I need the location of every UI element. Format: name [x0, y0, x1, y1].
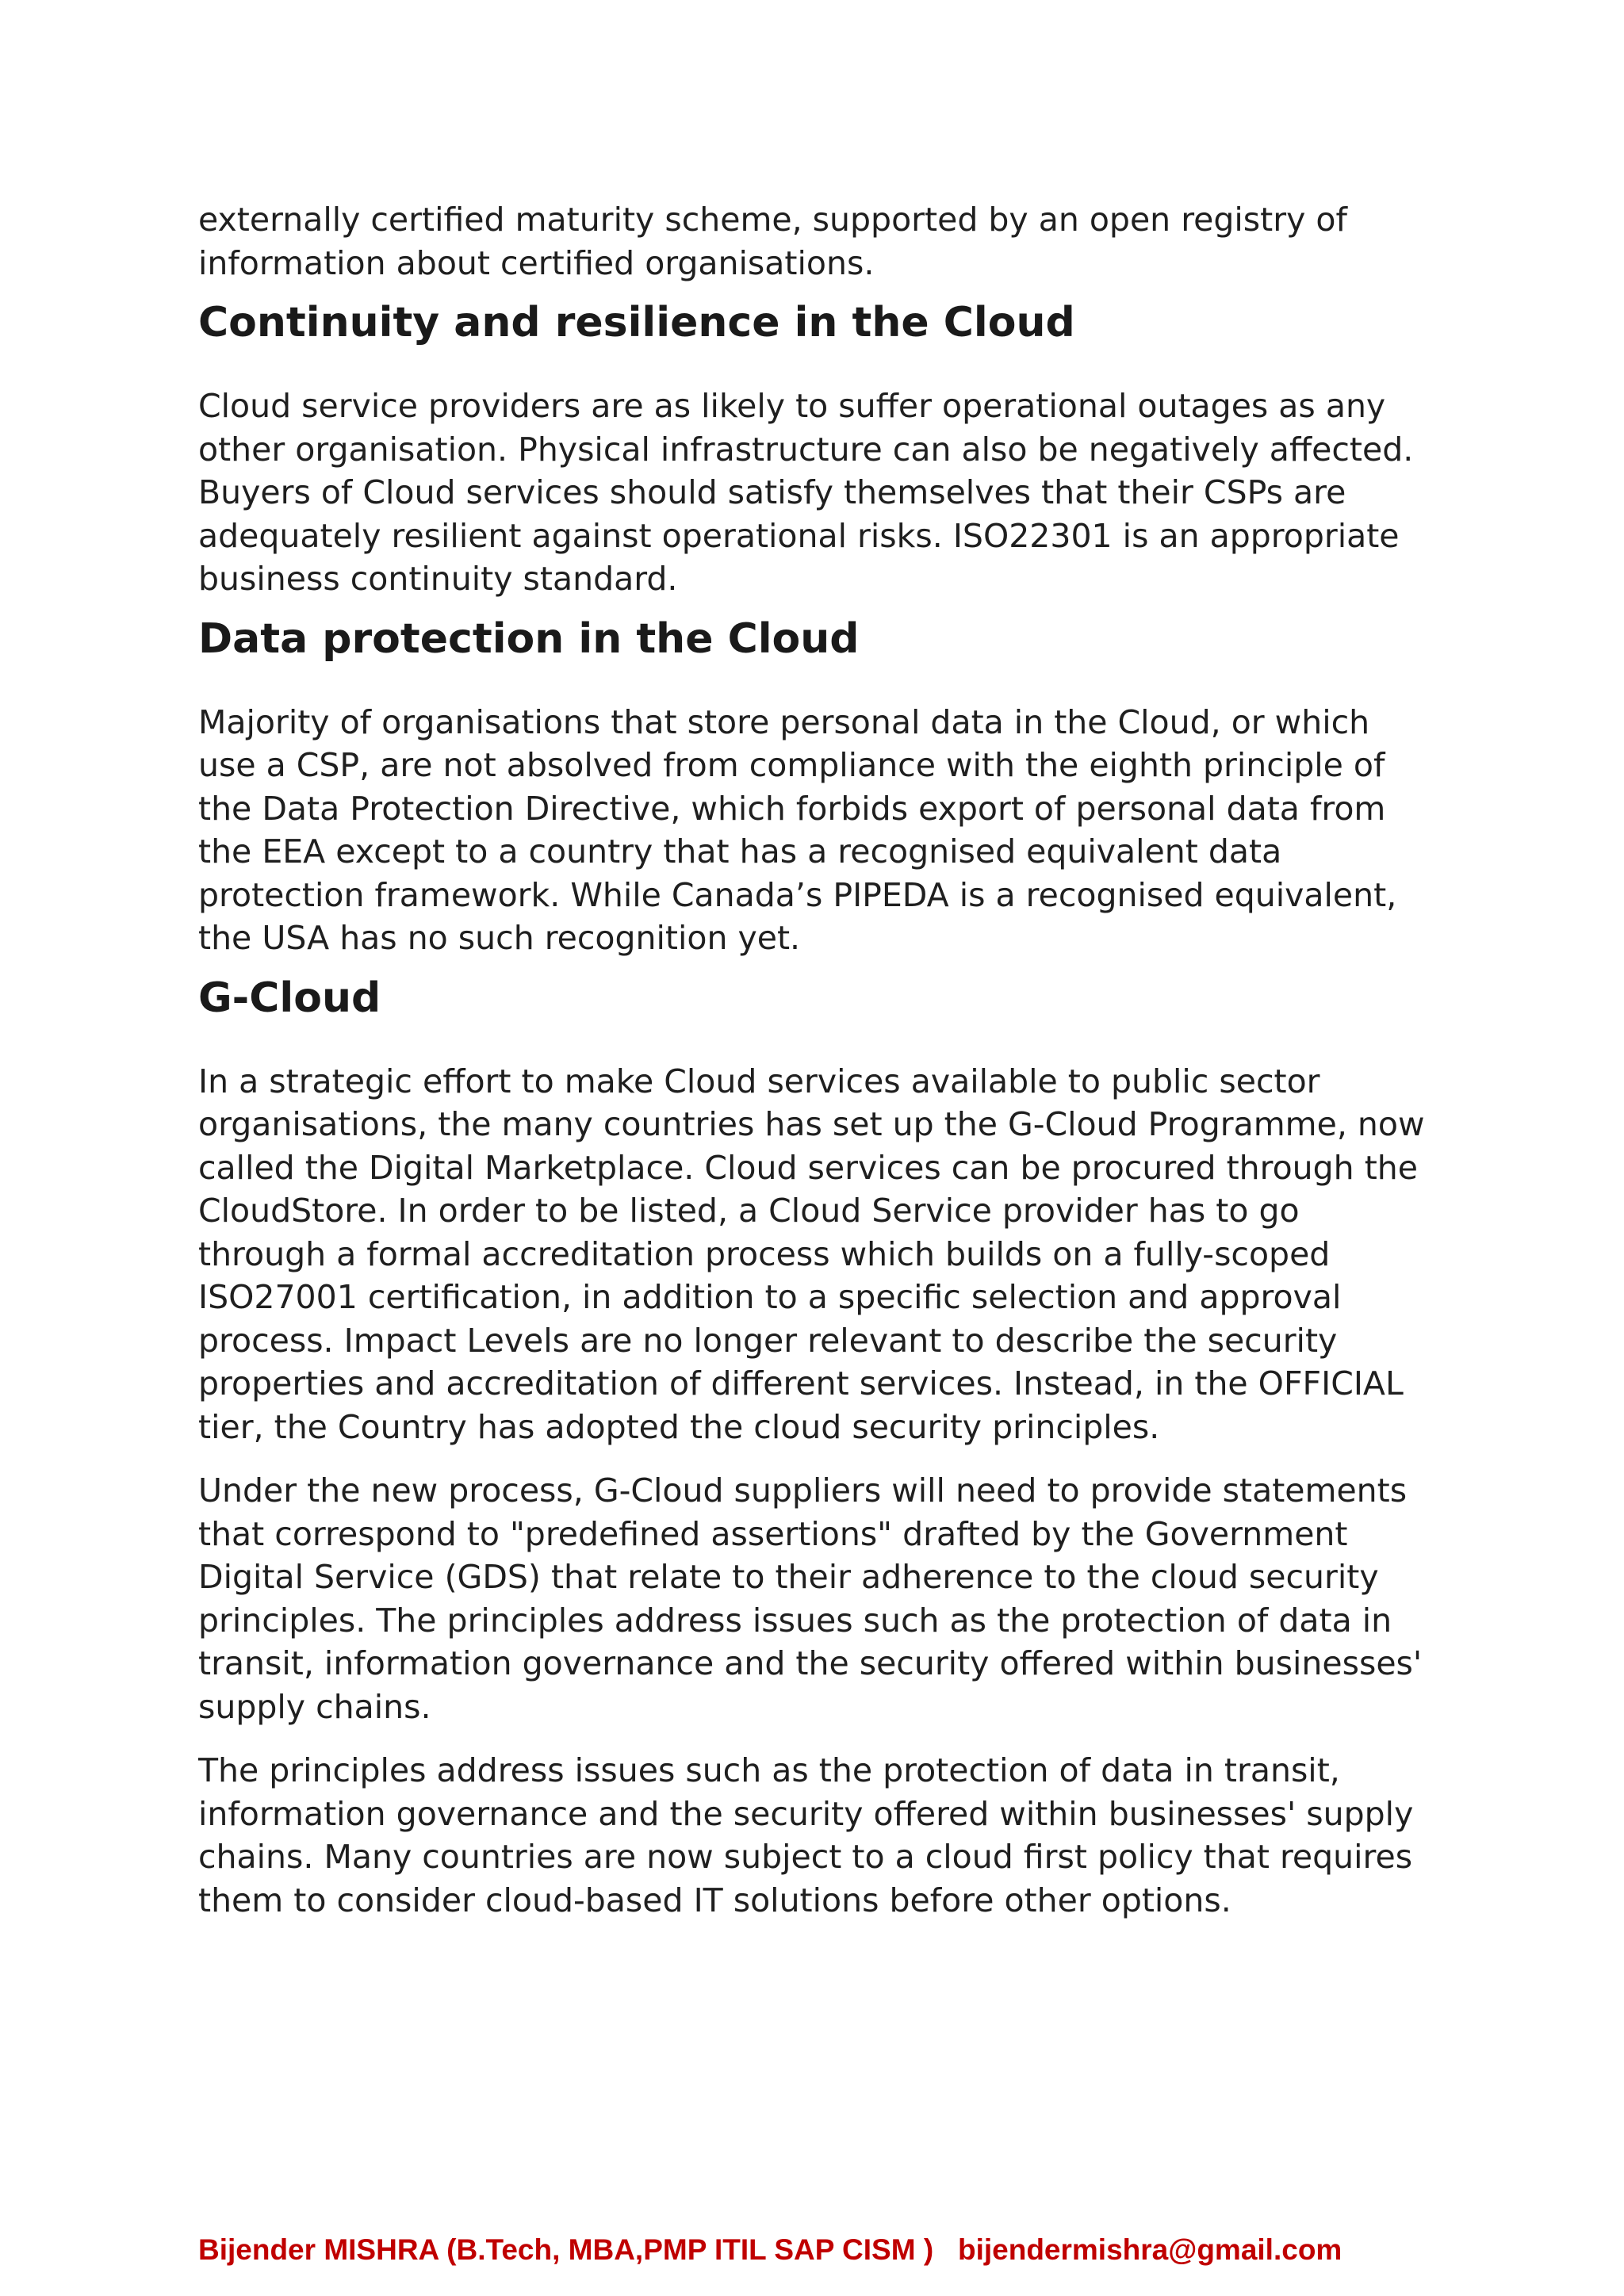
intro-paragraph: externally certified maturity scheme, supported by an open registry of information about certified organisations. — [198, 201, 1347, 282]
continuity-paragraph: Cloud service providers are as likely to suffer operational outages as any other organisation. Physical infrastructure can also be negatively affected. Buyers of Cloud services should satisfy themselves that their CSPs are adequately resilient against operational risks. ISO22301 is an appropriate business continuity standard. — [198, 387, 1414, 598]
g-cloud-paragraph-3: The principles address issues such as the protection of data in transit, information governance and the security offered within businesses' supply chains. Many countries are now subject to a cloud first policy that requires them to consider cloud-based IT solutions before other options. — [198, 1751, 1414, 1919]
g-cloud-paragraph-2: Under the new process, G-Cloud suppliers will need to provide statements that correspond to "predefined assertions" drafted by the Government Digital Service (GDS) that relate to their adherence to the cloud security principles. The principles address issues such as the protection of data in transit, information governance and the security offered within businesses' supply chains. — [198, 1471, 1423, 1726]
page-footer: Bijender MISHRA (B.Tech, MBA,PMP ITIL SAP CISM ) bijendermishra@gmail.com — [198, 2233, 1342, 2266]
document-body — [198, 198, 1435, 1942]
heading-continuity: Continuity and resilience in the Cloud — [198, 299, 1075, 346]
heading-g-cloud: G-Cloud — [198, 974, 381, 1022]
heading-data-protection: Data protection in the Cloud — [198, 614, 860, 663]
data-protection-paragraph: Majority of organisations that store personal data in the Cloud, or which use a CSP, are not absolved from compliance with the eighth principle of the Data Protection Directive, which forbids export of personal data from the EEA except to a country that has a recognised equivalent data protection framework. While Canada’s PIPEDA is a recognised equivalent, the USA has no such recognition yet. — [198, 702, 1397, 957]
g-cloud-paragraph-1: In a strategic effort to make Cloud services available to public sector organisations, the many countries has set up the G-Cloud Programme, now called the Digital Marketplace. Cloud services can be procured through the CloudStore. In order to be listed, a Cloud Service provider has to go through a formal accreditation process which builds on a fully-scoped ISO27001 certification, in addition to a specific selection and approval process. Impact Levels are no longer relevant to describe the security properties and accreditation of different services. Instead, in the OFFICIAL tier, the Country has adopted the cloud security principles. — [198, 1062, 1425, 1446]
